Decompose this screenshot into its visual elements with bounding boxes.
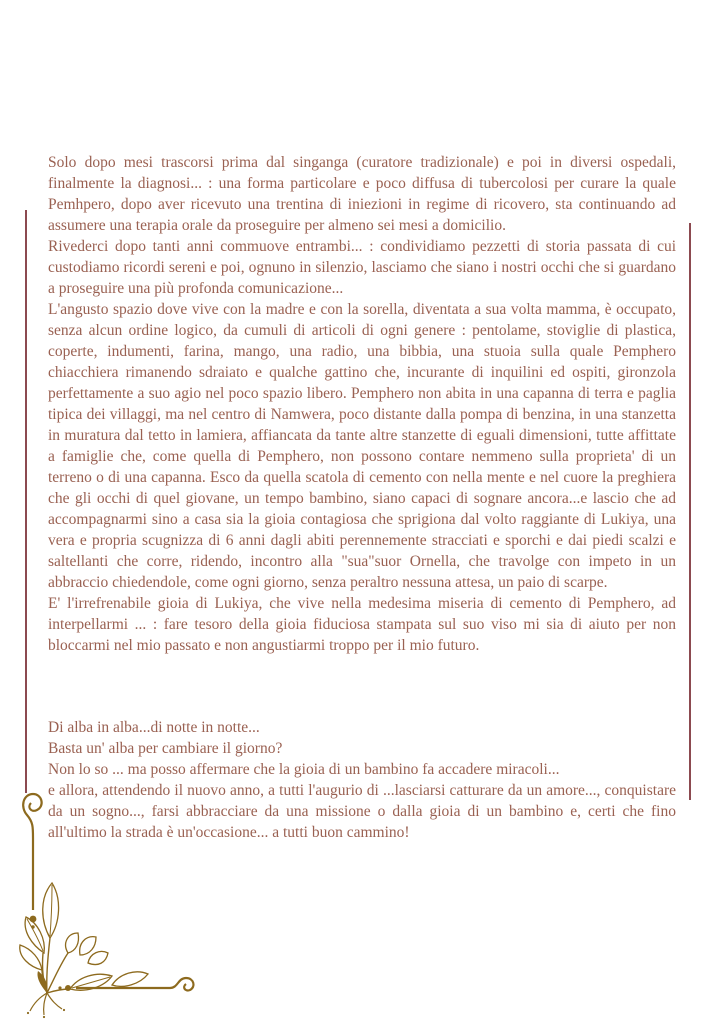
closing-line: Non lo so ... ma posso affermare che la gioia di un bambino fa accadere miracoli... xyxy=(48,761,560,778)
body-paragraph: Solo dopo mesi trascorsi prima dal singanga (curatore tradizionale) e poi in diversi ospedali, finalmente la diagnosi... : una forma particolare e poco diffusa di tubercolosi per curare la quale Pemhpero, dopo aver ricevuto una trentina di iniezioni in regime di ricovero, sta continuando ad assumere una terapia orale da proseguire per almeno sei mesi a domicilio. xyxy=(48,154,676,234)
closing-line: Di alba in alba...di notte in notte... xyxy=(48,719,260,736)
closing-paragraph: e allora, attendendo il nuovo anno, a tutti l'augurio di ...lasciarsi catturare da un amore..., conquistare da un sogno..., farsi abbracciare da una missione o dalla gioia di un bambino e, certi che fino all'ultimo la strada è un'occasione... a tutti buon cammino! xyxy=(48,782,676,841)
corner-floral-ornament-icon xyxy=(0,775,200,1024)
right-margin-rule xyxy=(689,223,691,800)
body-paragraph: Rivederci dopo tanti anni commuove entrambi... : condividiamo pezzetti di storia passata di cui custodiamo ricordi sereni e poi, ognuno in silenzio, lasciamo che siano i nostri occhi che si guardano a proseguire una più profonda comunicazione... xyxy=(48,238,676,297)
body-paragraph: L'angusto spazio dove vive con la madre e con la sorella, diventata a sua volta mamma, è occupato, senza alcun ordine logico, da cumuli di articoli di ogni genere : pentolame, stoviglie di plastica, coperte, indumenti, farina, mango, una radio, una bibbia, una stuoia sulla quale Pemphero chiacchiera rimanendo sdraiato e qualche gattino che, incurante di inquilini ed ospiti, gironzola perfettamente a suo agio nel poco spazio libero. Pemphero non abita in una capanna di terra e paglia tipica dei villaggi, ma nel centro di Namwera, poco distante dalla pompa di benzina, in una stanzetta in muratura dal tetto in lamiera, affiancata da tante altre stanzette di eguali dimensioni, tutte affittate a famiglie che, come quella di Pemphero, non possono contare nemmeno sulla proprieta' di un terreno o di una capanna. Esco da quella scatola di cemento con nella mente e nel cuore la preghiera che gli occhi di quel giovane, un tempo bambino, siano capaci di sognare ancora...e lascio che ad accompagnarmi sino a casa sia la gioia contagiosa che sprigiona dal volto raggiante di Lukiya, una vera e propria scugnizza di 6 anni dagli abiti perennemente stracciati e sporchi e dai piedi scalzi e saltellanti che corre, ridendo, incontro alla "sua"suor Ornella, che travolge con impeto in un abbraccio chiedendole, come ogni giorno, senza peraltro nessuna attesa, un paio di scarpe. xyxy=(48,301,676,591)
left-margin-rule xyxy=(25,210,27,793)
closing-line: Basta un' alba per cambiare il giorno? xyxy=(48,740,283,757)
body-paragraph: E' l'irrefrenabile gioia di Lukiya, che vive nella medesima miseria di cemento di Pemphero, ad interpellarmi ... : fare tesoro della gioia fiduciosa stampata sul suo viso mi sia di aiuto per non bloccarmi nel mio passato e non angustiarmi troppo per il mio futuro. xyxy=(48,595,676,654)
main-text-block xyxy=(48,152,676,656)
